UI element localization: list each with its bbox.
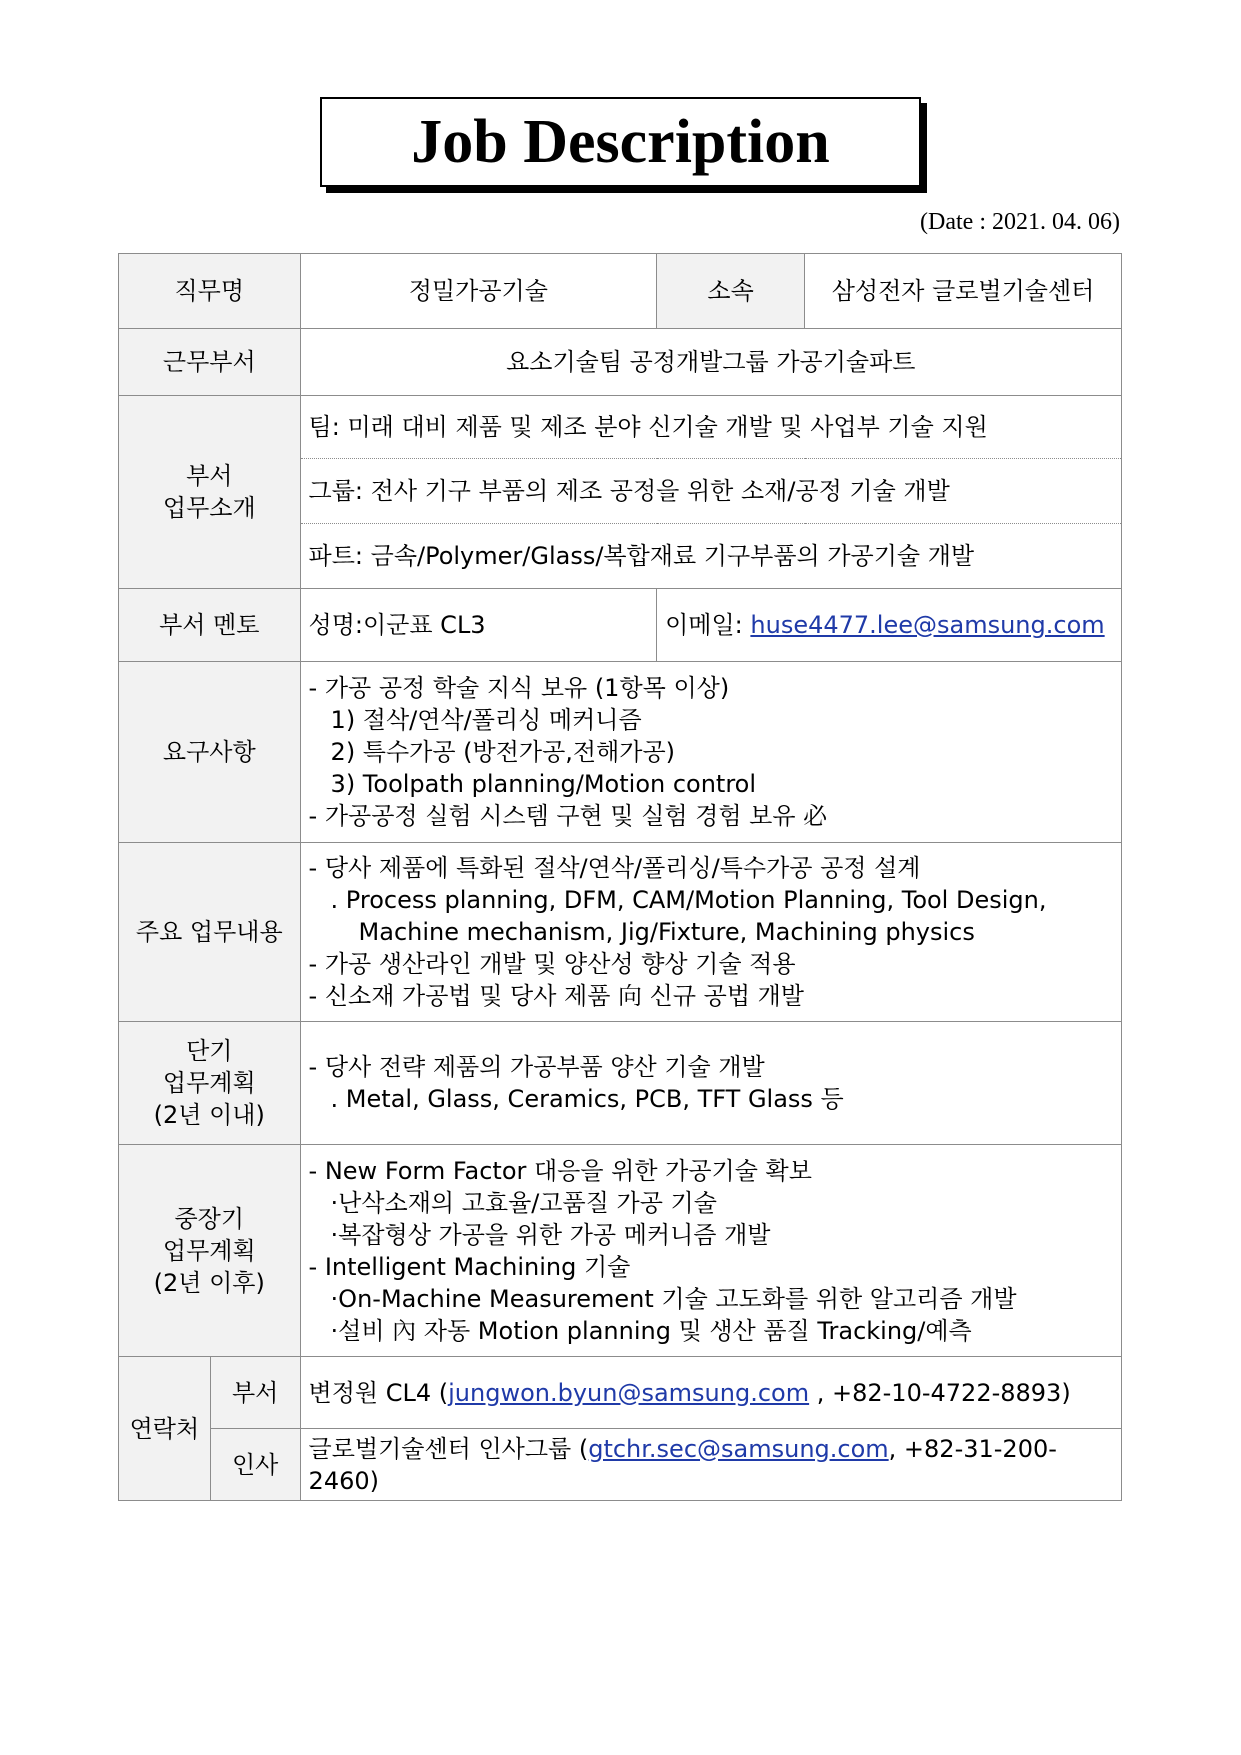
row-short-term [119,1022,1122,1145]
dept-intro-group: 그룹: 전사 기구 부품의 제조 공정을 위한 소재/공정 기술 개발 [300,459,1121,524]
long-term-label-line-2: 업무계획 [162,1236,256,1265]
short-term-label-line-2: 업무계획 [162,1069,256,1097]
long-term-line-2: ·난삭소재의 고효율/고품질 가공 기술 [330,1188,717,1217]
row-dept-intro-team [119,396,1122,459]
requirements-line-3: 2) 특수가공 (방전가공,전해가공) [330,738,676,766]
document-date: (Date : 2021. 04. 06) [920,209,1120,235]
mentor-name: 성명:이군표 CL3 [300,589,657,662]
contact-dept-label: 부서 [210,1357,300,1429]
long-term-label-line-3: (2년 이후) [153,1268,265,1297]
dept-intro-team: 팀: 미래 대비 제품 및 제조 분야 신기술 개발 및 사업부 기술 지원 [300,396,1121,459]
main-duties-content [300,843,1121,1022]
department-label: 근무부서 [119,329,301,396]
row-contact-hr [119,1429,1122,1501]
short-term-line-2: . Metal, Glass, Ceramics, PCB, TFT Glass 등 [330,1085,844,1113]
dept-intro-label-line-2: 업무소개 [162,494,256,522]
short-term-line-1: - 당사 전략 제품의 가공부품 양산 기술 개발 [308,1053,765,1081]
job-description-table [118,253,1122,1501]
row-job-title [119,254,1122,329]
long-term-line-1: - New Form Factor 대응을 위한 가공기술 확보 [308,1156,812,1185]
contact-hr-label: 인사 [210,1429,300,1501]
mentor-label: 부서 멘토 [119,589,301,662]
dept-intro-label-line-1: 부서 [186,462,233,490]
row-department [119,329,1122,396]
short-term-content [300,1022,1121,1145]
requirements-content [300,662,1121,843]
contact-hr-suffix: , +82-31-200-2460) [308,1434,1057,1495]
requirements-line-2: 1) 절삭/연삭/폴리싱 메커니즘 [330,706,642,734]
main-duties-line-1: - 당사 제품에 특화된 절삭/연삭/폴리싱/특수가공 공정 설계 [308,854,921,882]
contacts-label: 연락처 [119,1357,211,1501]
contact-dept-value [300,1357,1121,1429]
row-main-duties [119,843,1122,1022]
contact-hr-prefix: 글로벌기술센터 인사그룹 ( [308,1434,589,1463]
row-contact-dept [119,1357,1122,1429]
main-duties-line-5: - 신소재 가공법 및 당사 제품 向 신규 공법 개발 [308,982,804,1010]
short-term-label-line-3: (2년 이내) [153,1101,265,1129]
requirements-line-4: 3) Toolpath planning/Motion control [330,770,757,798]
long-term-label [119,1145,301,1357]
main-duties-line-4: - 가공 생산라인 개발 및 양산성 향상 기술 적용 [308,950,796,978]
main-duties-line-2: . Process planning, DFM, CAM/Motion Planning, Tool Design, [330,886,1047,914]
affiliation-label: 소속 [657,254,805,329]
row-long-term [119,1145,1122,1357]
contact-hr-value [300,1429,1121,1501]
requirements-label: 요구사항 [119,662,301,843]
row-mentor [119,589,1122,662]
contact-dept-prefix: 변정원 CL4 ( [308,1378,449,1407]
long-term-line-5: ·On-Machine Measurement 기술 고도화를 위한 알고리즘 개발 [330,1284,1017,1313]
row-requirements [119,662,1122,843]
long-term-content [300,1145,1121,1357]
department-value: 요소기술팀 공정개발그룹 가공기술파트 [300,329,1121,396]
requirements-line-5: - 가공공정 실험 시스템 구현 및 실험 경험 보유 必 [308,802,828,830]
requirements-line-1: - 가공 공정 학술 지식 보유 (1항목 이상) [308,674,730,702]
contact-dept-suffix: , +82-10-4722-8893) [809,1378,1071,1407]
long-term-line-3: ·복잡형상 가공을 위한 가공 메커니즘 개발 [330,1220,771,1249]
mentor-email-label: 이메일: [665,611,751,639]
job-title-label: 직무명 [119,254,301,329]
long-term-line-4: - Intelligent Machining 기술 [308,1252,631,1281]
main-duties-label: 주요 업무내용 [119,843,301,1022]
affiliation-value: 삼성전자 글로벌기술센터 [805,254,1122,329]
mentor-email-link[interactable]: huse4477.lee@samsung.com [750,611,1105,639]
mentor-email-cell [657,589,1122,662]
dept-intro-part: 파트: 금속/Polymer/Glass/복합재료 기구부품의 가공기술 개발 [300,524,1121,589]
document-title: Job Description [411,107,830,176]
long-term-line-6: ·설비 內 자동 Motion planning 및 생산 품질 Tracking/예측 [330,1316,972,1345]
document-title-box [320,97,921,187]
short-term-label-line-1: 단기 [186,1037,233,1065]
job-title-value: 정밀가공기술 [300,254,657,329]
dept-intro-label [119,396,301,589]
contact-hr-email-link[interactable]: gtchr.sec@samsung.com [588,1434,889,1463]
contact-dept-email-link[interactable]: jungwon.byun@samsung.com [448,1378,810,1407]
main-duties-line-3: Machine mechanism, Jig/Fixture, Machining physics [358,918,975,946]
short-term-label [119,1022,301,1145]
long-term-label-line-1: 중장기 [174,1204,245,1233]
